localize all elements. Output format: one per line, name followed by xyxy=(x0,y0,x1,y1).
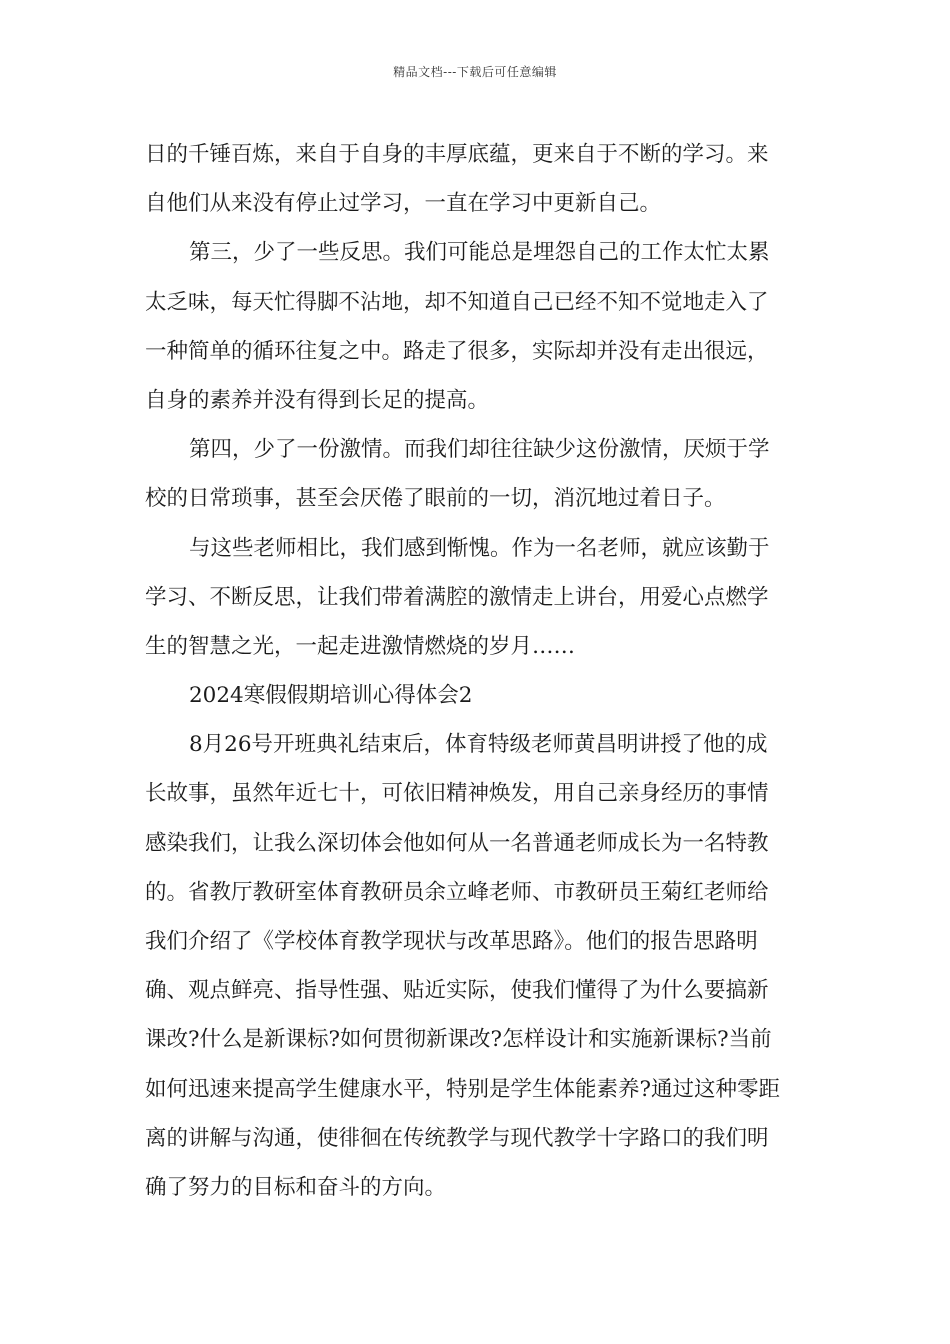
text-line: 太乏味，每天忙得脚不沾地，却不知道自己已经不知不觉地走入了 xyxy=(145,289,769,315)
text-line: 自身的素养并没有得到长足的提高。 xyxy=(145,387,490,413)
text-line: 第三，少了一些反思。我们可能总是埋怨自己的工作太忙太累 xyxy=(189,240,770,266)
text-line: 8月26号开班典礼结束后，体育特级老师黄昌明讲授了他的成 xyxy=(189,732,768,758)
text-line: 感染我们，让我么深切体会他如何从一名普通老师成长为一名特教 xyxy=(145,830,769,856)
text-line: 自他们从来没有停止过学习，一直在学习中更新自己。 xyxy=(145,191,662,217)
text-line: 2024寒假假期培训心得体会2 xyxy=(189,683,473,709)
text-line: 学习、不断反思，让我们带着满腔的激情走上讲台，用爱心点燃学 xyxy=(145,584,769,610)
text-line: 如何迅速来提高学生健康水平，特别是学生体能素养?通过这种零距 xyxy=(145,1076,781,1102)
text-line: 的。省教厅教研室体育教研员余立峰老师、市教研员王菊红老师给 xyxy=(145,879,769,905)
text-line: 一种简单的循环往复之中。路走了很多，实际却并没有走出很远， xyxy=(145,338,769,364)
text-line: 与这些老师相比，我们感到惭愧。作为一名老师，就应该勤于 xyxy=(189,535,770,561)
text-line: 确、观点鲜亮、指导性强、贴近实际，使我们懂得了为什么要搞新 xyxy=(145,978,769,1004)
text-line: 课改?什么是新课标?如何贯彻新课改?怎样设计和实施新课标?当前 xyxy=(145,1027,772,1053)
document-body xyxy=(145,130,810,1212)
text-line: 长故事，虽然年近七十，可依旧精神焕发，用自己亲身经历的事情 xyxy=(145,781,769,807)
page-header: 精品文档---下载后可任意编辑 xyxy=(393,65,557,79)
text-line: 我们介绍了《学校体育教学现状与改革思路》。他们的报告思路明 xyxy=(145,929,758,954)
text-line: 第四，少了一份激情。而我们却往往缺少这份激情，厌烦于学 xyxy=(189,437,770,463)
text-line: 生的智慧之光，一起走进激情燃烧的岁月…… xyxy=(145,633,576,659)
text-line: 确了努力的目标和奋斗的方向。 xyxy=(145,1174,447,1200)
text-line: 离的讲解与沟通，使徘徊在传统教学与现代教学十字路口的我们明 xyxy=(145,1125,769,1151)
text-line: 日的千锤百炼，来自于自身的丰厚底蕴，更来自于不断的学习。来 xyxy=(145,142,769,167)
text-line: 校的日常琐事，甚至会厌倦了眼前的一切，消沉地过着日子。 xyxy=(145,486,726,512)
